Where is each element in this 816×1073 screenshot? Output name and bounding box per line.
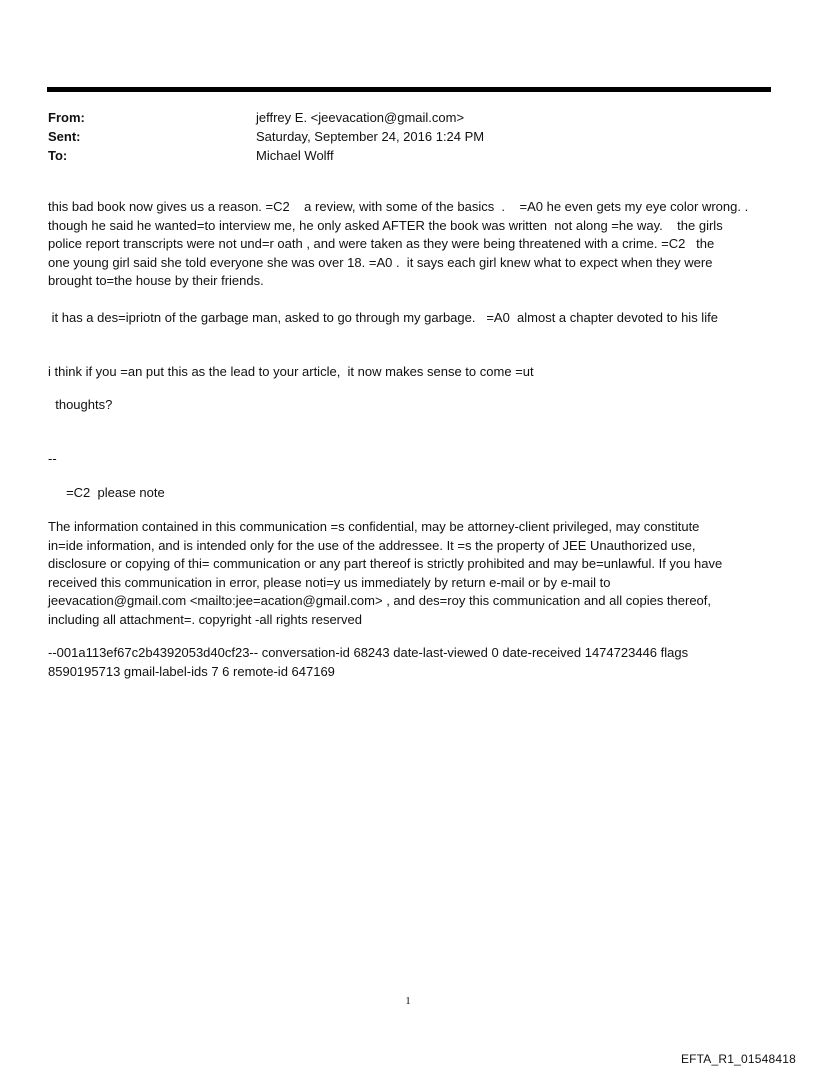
body-paragraph-3: i think if you =an put this as the lead to your article, it now makes sense to come =ut xyxy=(48,364,534,379)
body-line-1: this bad book now gives us a reason. =C2 a review, with some of the basics . =A0 he even gets my eye color wrong. . xyxy=(48,199,749,214)
metadata-line-1: --001a113ef67c2b4392053d40cf23-- conversation-id 68243 date-last-viewed 0 date-received 1474723446 flags xyxy=(48,645,689,660)
sent-label: Sent: xyxy=(48,129,81,144)
disclaimer-line-2: in=ide information, and is intended only for the use of the addressee. It =s the property of JEE Unauthorized use, xyxy=(48,537,696,553)
signature-separator: -- xyxy=(48,451,57,466)
to-label: To: xyxy=(48,148,68,163)
disclaimer-line-3: disclosure or copying of thi= communication or any part thereof is strictly prohibited and may be=unlawful. If you have xyxy=(48,556,723,571)
metadata-line-2: 8590195713 gmail-label-ids 7 6 remote-id 647169 xyxy=(48,663,335,679)
please-note-line: =C2 please note xyxy=(48,484,165,500)
to-row xyxy=(48,146,768,165)
email-header xyxy=(48,108,768,165)
header-divider-rule xyxy=(47,87,771,92)
body-line-4: one young girl said she told everyone she was over 18. =A0 . it says each girl knew what to expect when they were xyxy=(48,254,713,270)
to-value: Michael Wolff xyxy=(256,148,334,163)
disclaimer-line-4: received this communication in error, please noti=y us immediately by return e-mail or by e-mail to xyxy=(48,574,611,590)
sent-row xyxy=(48,127,768,146)
body-paragraph-4: thoughts? xyxy=(48,396,113,412)
body-line-3: police report transcripts were not und=r oath , and were taken as they were being threatened with a crime. =C2 the xyxy=(48,236,715,251)
document-id: EFTA_R1_01548418 xyxy=(680,1052,796,1066)
sent-value: Saturday, September 24, 2016 1:24 PM xyxy=(256,129,485,144)
disclaimer-block xyxy=(48,518,764,629)
disclaimer-line-5: jeevacation@gmail.com <mailto:jee=acation@gmail.com> , and des=roy this communication and all copies thereof, xyxy=(48,593,712,608)
body-line-2: though he said he wanted=to interview me, he only asked AFTER the book was written not along =he way. the girls xyxy=(48,217,723,233)
from-row xyxy=(48,108,768,127)
disclaimer-line-6: including all attachment=. copyright -all rights reserved xyxy=(48,611,362,627)
body-line-5: brought to=the house by their friends. xyxy=(48,273,264,288)
page-number: 1 xyxy=(405,995,411,1007)
email-body xyxy=(48,198,764,681)
from-label: From: xyxy=(48,110,85,125)
disclaimer-line-1: The information contained in this communication =s confidential, may be attorney-client privileged, may constitute xyxy=(48,519,700,534)
body-paragraph-2: it has a des=ipriotn of the garbage man, asked to go through my garbage. =A0 almost a chapter devoted to his life xyxy=(48,309,718,325)
from-value: jeffrey E. <jeevacation@gmail.com> xyxy=(256,110,465,125)
message-metadata xyxy=(48,644,764,681)
